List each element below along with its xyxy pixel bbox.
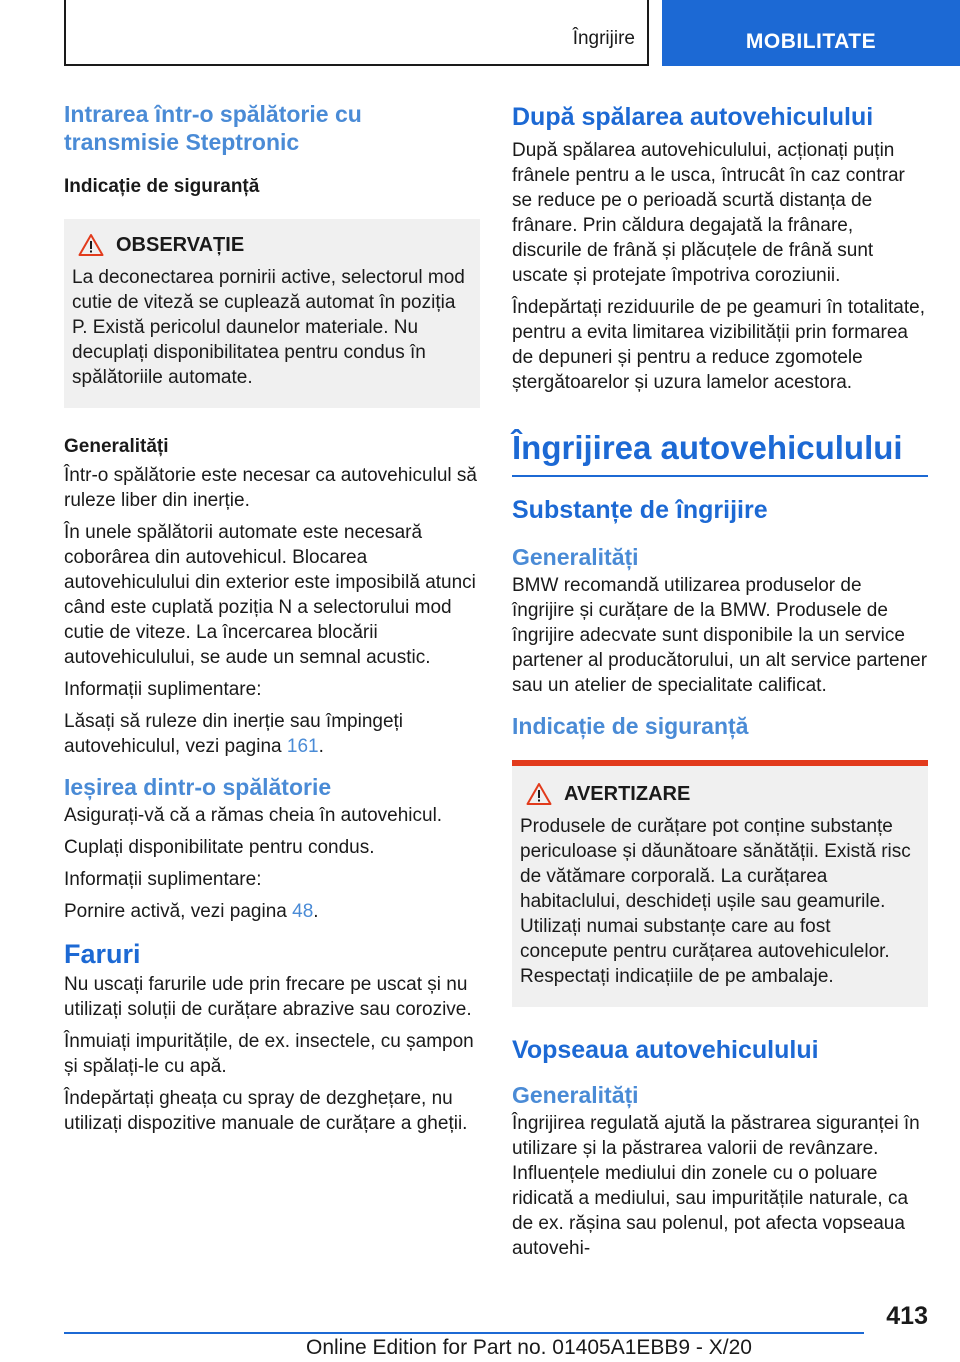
heading-paint-general: Generalități (512, 1082, 639, 1108)
header-section-box (64, 0, 649, 66)
warning-triangle-icon (78, 233, 104, 257)
warning-text: Produsele de curățare pot conține substanțe periculoase și dăunătoare sănătății. Există risc de vătămare corporală. La curățarea habitaclului, deschideți ușile sau geamurile. Utilizați numai substanțe care au fost concepute pentru curățarea autovehiculelor. Respectați indicațiile de pe ambalaje. (520, 816, 911, 987)
after-wash-paragraph-1: După spălarea autovehiculului, acționați puțin frânele pentru a le usca, întrucât în caz contrar se reduce pe o perioadă scurtă distanța de frânare. Prin căldura degajată la frânare, discurile de frână și plăcuțele de frână sunt uscate și protejate împotriva coroziunii. (512, 140, 905, 286)
headlights-paragraph-1: Nu uscați farurile ude prin frecare pe uscat și nu utilizați soluții de curățare abrazive sau corozive. (64, 974, 472, 1020)
observation-label: OBSERVAȚIE (116, 233, 245, 256)
heading-safety-note: Indicație de siguranță (64, 176, 260, 197)
warning-note (512, 760, 928, 1007)
heading-care-products-general: Generalități (512, 544, 639, 570)
exit-paragraph-3: Informații suplimentare: (64, 869, 262, 890)
general-paragraph-1: Într-o spălătorie este necesar ca autovehiculul să ruleze liber din inerție. (64, 465, 477, 511)
general-paragraph-4 (64, 709, 480, 759)
exit-paragraph-1: Asigurați-vă că a rămas cheia în autovehicul. (64, 805, 443, 826)
page-header (0, 0, 960, 68)
general-paragraph-2: În unele spălătorii automate este necesară coborârea din autovehicul. Blocarea autovehiculului din exterior este imposibilă atunci când este cuplată poziția N a selectorului mod cutie de viteze. La încercarea blocării autovehiculului, se aude un semnal acustic. (64, 522, 476, 668)
heading-general: Generalități (64, 436, 169, 457)
footer-edition-text: Online Edition for Part no. 01405A1EBB9 - X/20 (306, 1336, 752, 1359)
heading-after-wash: După spălarea autovehiculului (512, 103, 874, 131)
left-column (64, 100, 480, 1143)
heading-care-products: Substanțe de îngrijire (512, 496, 768, 524)
exit-paragraph-2: Cuplați disponibilitate pentru condus. (64, 837, 375, 858)
warning-label: AVERTIZARE (564, 782, 691, 805)
general-paragraph-3: Informații suplimentare: (64, 679, 262, 700)
exit-paragraph-4 (64, 899, 480, 924)
heading-exit-carwash: Ieșirea dintr-o spălătorie (64, 774, 332, 800)
header-chapter-tab (662, 0, 960, 66)
heading-headlights: Faruri (64, 939, 141, 969)
warning-note-title (526, 782, 920, 806)
header-chapter-title: MOBILITATE (745, 30, 877, 53)
after-wash-paragraph-2: Îndepărtați reziduurile de pe geamuri în totalitate, pentru a evita limitarea vizibilității prin formarea de depuneri și pentru a reduce zgomotele ștergătoarelor și uzura lamelor acestora. (512, 297, 925, 393)
page-number: 413 (886, 1302, 928, 1330)
exit-p4-text: Pornire activă, vezi pagina (64, 901, 293, 922)
page-link-48[interactable]: 48 (292, 901, 314, 922)
footer-divider (64, 1332, 864, 1334)
page-link-161[interactable]: 161 (286, 736, 319, 757)
observation-text: La deconectarea pornirii active, selectorul mod cutie de viteză se cuplează automat în poziția P. Există pericolul daunelor materiale. Nu decuplați disponibilitatea pentru condus în spălătoriile automate. (72, 267, 465, 388)
heading-vehicle-care: Îngrijirea autovehiculului (512, 429, 928, 477)
headlights-paragraph-3: Îndepărtați gheața cu spray de dezghețare, nu utilizați dispozitive manuale de curățare a gheții. (64, 1088, 468, 1134)
warning-triangle-icon (526, 782, 552, 806)
right-column (512, 100, 928, 1268)
heading-paint: Vopseaua autovehiculului (512, 1036, 819, 1064)
general-p4-end: . (318, 736, 324, 757)
headlights-paragraph-2: Înmuiați impuritățile, de ex. insectele, cu șampon și spălați-le cu apă. (64, 1031, 474, 1077)
page-footer (0, 1300, 960, 1362)
heading-steptronic: Intrarea într-o spălătorie cu transmisie Steptronic (64, 101, 362, 155)
header-section-title: Îngrijire (572, 28, 635, 49)
general-p4-text: Lăsați să ruleze din inerție sau împingeți autovehiculul, vezi pagina (64, 711, 404, 757)
paint-paragraph: Îngrijirea regulată ajută la păstrarea siguranței în utilizare și la păstrarea valorii de revânzare. Influențele mediului din zonele cu o poluare ridicată a mediului, sau impuritățile naturale, ca de ex. rășina sau polenul, pot afecta vopseaua autovehi- (512, 1113, 920, 1259)
observation-note (64, 219, 480, 408)
observation-note-title (78, 233, 472, 257)
heading-care-products-safety: Indicație de siguranță (512, 713, 749, 739)
exit-p4-end: . (313, 901, 319, 922)
care-products-paragraph: BMW recomandă utilizarea produselor de îngrijire și curățare de la BMW. Produsele de îngrijire adecvate sunt disponibile la un service partener al producătorului, un alt service partener sau un atelier de specialitate calificat. (512, 575, 928, 696)
